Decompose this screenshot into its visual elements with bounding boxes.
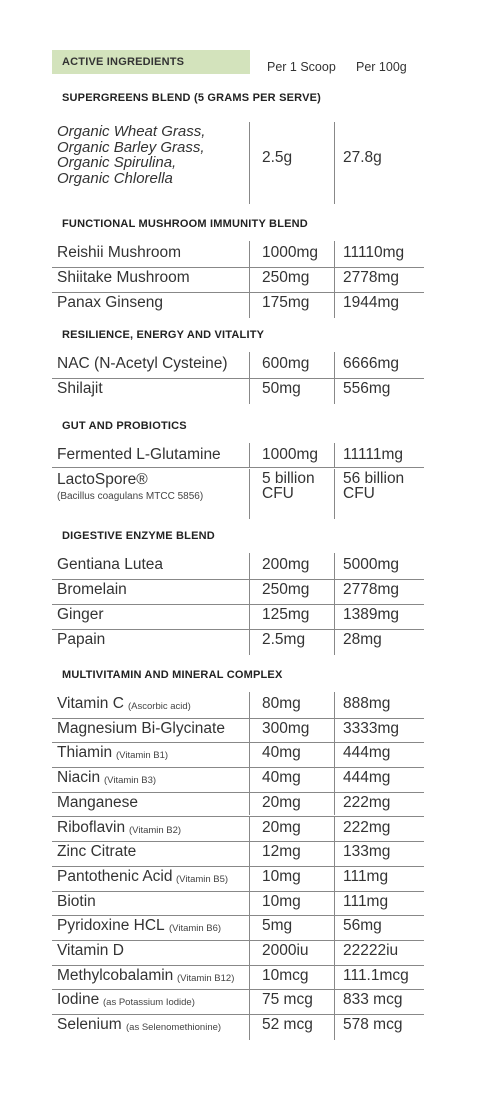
column-divider xyxy=(249,988,250,1013)
table-row xyxy=(52,605,424,630)
ingredient-subtitle: (as Selenomethionine) xyxy=(126,1022,222,1034)
column-divider xyxy=(334,939,335,964)
column-divider xyxy=(249,628,250,655)
ingredient-name: Magnesium Bi-Glycinate xyxy=(57,719,225,737)
ingredient-name: Shiitake Mushroom xyxy=(57,269,190,286)
per-scoop-value: 10mg xyxy=(262,867,301,885)
table-row xyxy=(52,768,424,793)
per-100g-header: Per 100g xyxy=(356,60,407,74)
ingredient-name-text: LactoSpore® xyxy=(57,471,148,488)
column-divider xyxy=(249,914,250,939)
per-scoop-value: 2000iu xyxy=(262,942,309,959)
column-divider xyxy=(334,377,335,404)
per-100g-value: 222mg xyxy=(343,818,391,836)
per-100g-value-amount: 56 billion xyxy=(343,470,405,487)
ingredient-note: (Bacillus coagulans MTCC 5856) xyxy=(57,491,204,502)
per-scoop-value: 52 mcg xyxy=(262,1016,313,1034)
table-row xyxy=(52,793,424,818)
per-100g-value: 11110mg xyxy=(343,244,405,261)
per-100g-value: 28mg xyxy=(343,631,382,648)
column-divider xyxy=(334,469,335,519)
per-scoop-value: 50mg xyxy=(262,380,301,397)
ingredient-name: Zinc Citrate xyxy=(57,843,137,861)
per-scoop-value: 125mg xyxy=(262,606,310,623)
column-divider xyxy=(334,443,335,468)
per-scoop-value: 40mg xyxy=(262,769,301,787)
section-title-resilience: RESILIENCE, ENERGY AND VITALITY xyxy=(62,329,265,341)
column-divider xyxy=(334,816,335,841)
per-100g-value: 578 mcg xyxy=(343,1016,403,1034)
section-title-digestive: DIGESTIVE ENZYME BLEND xyxy=(62,530,215,542)
ingredient-subtitle: (Ascorbic acid) xyxy=(128,701,191,712)
per-scoop-value: 40mg xyxy=(262,744,301,762)
per-100g-value: 2778mg xyxy=(343,581,400,598)
column-divider xyxy=(334,865,335,890)
column-divider xyxy=(249,717,250,742)
per-100g-value: 2778mg xyxy=(343,269,400,286)
column-divider xyxy=(334,914,335,939)
table-row xyxy=(52,293,424,317)
table-row xyxy=(52,580,424,605)
column-divider xyxy=(249,816,250,841)
per-scoop-value: 2.5mg xyxy=(262,631,306,648)
per-100g-value: 1389mg xyxy=(343,606,400,623)
column-divider xyxy=(249,352,250,377)
table-row xyxy=(52,842,424,867)
per-scoop-value: 20mg xyxy=(262,818,301,836)
section-title-supergreens: SUPERGREENS BLEND (5 GRAMS PER SERVE) xyxy=(62,92,322,104)
column-divider xyxy=(249,865,250,890)
ingredient-name: Shilajit xyxy=(57,380,103,397)
per-scoop-value: 200mg xyxy=(262,556,310,573)
table-row xyxy=(52,243,424,268)
per-scoop-value: 1000mg xyxy=(262,244,319,261)
column-divider xyxy=(334,717,335,742)
table-row xyxy=(52,122,424,204)
table-row xyxy=(52,916,424,941)
ingredient-subtitle: (as Potassium Iodide) xyxy=(103,997,195,1009)
table-row xyxy=(52,743,424,768)
section-title-mushroom: FUNCTIONAL MUSHROOM IMMUNITY BLEND xyxy=(62,218,308,230)
per-100g-value: 27.8g xyxy=(343,149,382,166)
column-divider xyxy=(249,692,250,717)
column-divider xyxy=(334,291,335,318)
table-row xyxy=(52,445,424,468)
table-row xyxy=(52,719,424,744)
column-divider xyxy=(334,840,335,865)
column-divider xyxy=(249,291,250,318)
ingredient-subtitle: (Vitamin B3) xyxy=(104,775,157,787)
column-divider xyxy=(334,553,335,578)
column-divider xyxy=(334,988,335,1013)
column-divider xyxy=(334,603,335,628)
column-divider xyxy=(249,578,250,603)
per-100g-value-unit: CFU xyxy=(343,485,375,502)
ingredient-name: Fermented L-Glutamine xyxy=(57,446,221,463)
per-scoop-value: 300mg xyxy=(262,719,310,737)
table-row xyxy=(52,630,424,654)
ingredient-name: Selenium xyxy=(57,1016,122,1034)
table-row xyxy=(52,941,424,966)
per-100g-value: 222mg xyxy=(343,793,391,811)
per-scoop-value-unit: CFU xyxy=(262,485,294,502)
ingredient-name: Pantothenic Acid xyxy=(57,867,173,885)
column-divider xyxy=(334,266,335,291)
ingredient-name: Methylcobalamin xyxy=(57,966,174,984)
column-divider xyxy=(334,1013,335,1040)
ingredient-name: Gentiana Lutea xyxy=(57,556,164,573)
per-scoop-value: 80mg xyxy=(262,695,301,712)
column-divider xyxy=(334,766,335,791)
ingredient-name: Iodine xyxy=(57,991,100,1009)
per-100g-value: 556mg xyxy=(343,380,391,397)
column-divider xyxy=(334,352,335,377)
per-100g-value: 111.1mcg xyxy=(343,966,409,984)
column-divider xyxy=(249,553,250,578)
table-row xyxy=(52,990,424,1015)
table-row xyxy=(52,818,424,843)
column-divider xyxy=(249,791,250,816)
per-scoop-value: 5mg xyxy=(262,917,293,935)
ingredient-name xyxy=(57,471,203,502)
column-divider xyxy=(249,840,250,865)
per-scoop-value: 12mg xyxy=(262,843,301,861)
table-row xyxy=(52,555,424,580)
per-100g-value: 444mg xyxy=(343,769,391,787)
column-divider xyxy=(249,1013,250,1040)
ingredient-name: Biotin xyxy=(57,892,96,910)
ingredient-name: Vitamin C xyxy=(57,695,124,712)
table-row xyxy=(52,892,424,917)
active-ingredients-label: ACTIVE INGREDIENTS xyxy=(52,50,250,74)
ingredient-name: Riboflavin xyxy=(57,818,126,836)
per-100g-value: 111mg xyxy=(343,892,389,910)
ingredient-name: Thiamin xyxy=(57,744,113,762)
per-100g-value: 133mg xyxy=(343,843,391,861)
per-100g-value xyxy=(343,471,404,501)
per-100g-value: 5000mg xyxy=(343,556,400,573)
per-scoop-value: 2.5g xyxy=(262,149,293,166)
per-100g-value: 11111mg xyxy=(343,446,404,463)
table-row xyxy=(52,867,424,892)
per-scoop-value: 10mcg xyxy=(262,966,309,984)
ingredient-name: Niacin xyxy=(57,769,101,787)
column-divider xyxy=(334,890,335,915)
per-100g-value: 22222iu xyxy=(343,942,399,959)
ingredient-subtitle: (Vitamin B5) xyxy=(176,873,229,885)
table-row xyxy=(52,469,424,519)
per-scoop-value: 10mg xyxy=(262,892,301,910)
column-divider xyxy=(334,241,335,266)
column-divider xyxy=(249,741,250,766)
column-divider xyxy=(334,578,335,603)
column-divider xyxy=(249,266,250,291)
column-divider xyxy=(249,939,250,964)
per-scoop-value: 20mg xyxy=(262,793,301,811)
column-divider xyxy=(249,766,250,791)
column-divider xyxy=(249,890,250,915)
section-title-multivitamin: MULTIVITAMIN AND MINERAL COMPLEX xyxy=(62,669,283,681)
ingredient-name: Papain xyxy=(57,631,106,648)
table-row xyxy=(52,1015,424,1039)
ingredient-name: Pyridoxine HCL xyxy=(57,917,165,935)
per-100g-value: 833 mcg xyxy=(343,991,403,1009)
per-100g-value: 111mg xyxy=(343,867,389,885)
column-divider xyxy=(249,122,250,204)
column-divider xyxy=(249,469,250,519)
column-divider xyxy=(334,692,335,717)
per-scoop-value: 250mg xyxy=(262,581,310,598)
per-scoop-header: Per 1 Scoop xyxy=(267,60,336,74)
ingredient-name: Bromelain xyxy=(57,581,127,598)
ingredient-name: Organic Wheat Grass, Organic Barley Grass, Organic Spirulina, Organic Chlorella xyxy=(57,123,206,187)
ingredient-subtitle: (Vitamin B1) xyxy=(116,750,169,762)
ingredient-name: Vitamin D xyxy=(57,942,124,959)
column-divider xyxy=(334,964,335,989)
table-row xyxy=(52,966,424,991)
column-divider xyxy=(334,791,335,816)
column-divider xyxy=(249,241,250,266)
per-100g-value: 3333mg xyxy=(343,719,400,737)
table-row xyxy=(52,694,424,719)
ingredient-name: Reishii Mushroom xyxy=(57,244,182,261)
ingredient-name: Manganese xyxy=(57,793,139,811)
per-scoop-value: 75 mcg xyxy=(262,991,313,1009)
per-scoop-value xyxy=(262,471,315,501)
table-row xyxy=(52,379,424,403)
column-divider xyxy=(334,741,335,766)
column-divider xyxy=(249,964,250,989)
per-100g-value: 888mg xyxy=(343,695,391,712)
per-100g-value: 6666mg xyxy=(343,355,400,372)
column-divider xyxy=(249,443,250,468)
per-scoop-value: 175mg xyxy=(262,294,310,311)
column-divider xyxy=(249,377,250,404)
table-header xyxy=(52,50,452,76)
per-100g-value: 1944mg xyxy=(343,294,400,311)
table-row xyxy=(52,354,424,379)
ingredient-subtitle: (Vitamin B12) xyxy=(177,972,235,984)
per-100g-value: 444mg xyxy=(343,744,391,762)
column-divider xyxy=(334,122,335,204)
column-divider xyxy=(249,603,250,628)
per-scoop-value: 250mg xyxy=(262,269,310,286)
column-divider xyxy=(334,628,335,655)
ingredient-subtitle: (Vitamin B6) xyxy=(169,923,222,935)
ingredient-subtitle: (Vitamin B2) xyxy=(129,824,182,836)
ingredient-name: Ginger xyxy=(57,606,104,623)
ingredient-name: NAC (N-Acetyl Cysteine) xyxy=(57,355,228,372)
per-scoop-value: 1000mg xyxy=(262,446,319,463)
per-100g-value: 56mg xyxy=(343,917,382,935)
table-row xyxy=(52,268,424,293)
section-title-gut: GUT AND PROBIOTICS xyxy=(62,420,187,432)
per-scoop-value: 600mg xyxy=(262,355,310,372)
ingredient-name: Panax Ginseng xyxy=(57,294,163,311)
per-scoop-value-amount: 5 billion xyxy=(262,470,315,487)
